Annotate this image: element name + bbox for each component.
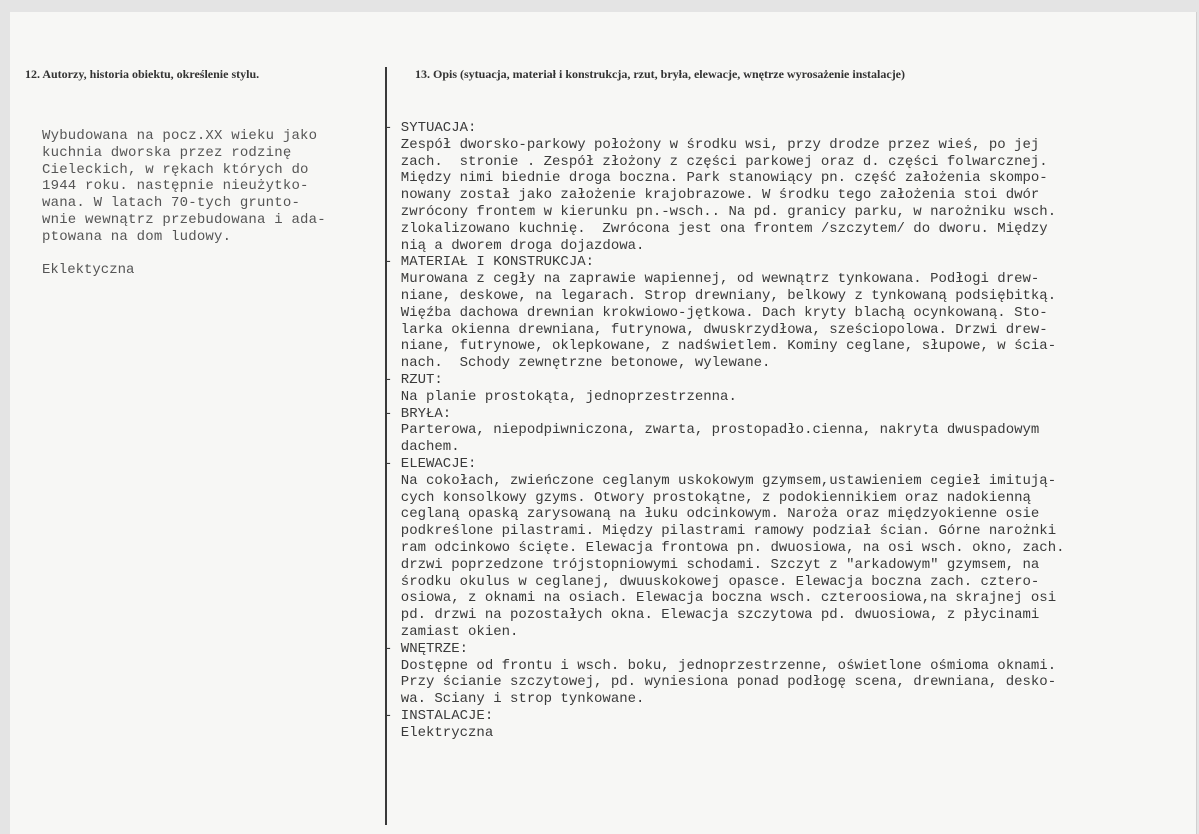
description-line: zlokalizowano kuchnię. Zwrócona jest ona frontem /szczytem/ do dworu. Między [384,220,1048,237]
history-line: wana. W latach 70-tych grunto- [42,195,301,212]
description-line: Między nimi biednie droga boczna. Park stanowiący pn. część założenia skompo- [384,170,1048,187]
description-line: - WNĘTRZE: [384,640,469,657]
description-line: zamiast okien. [384,623,519,640]
description-line: Przy ścianie szczytowej, pd. wyniesiona ponad podłogę scena, drewniana, desko- [384,674,1057,691]
history-line: Cieleckich, w rękach których do [42,161,309,178]
description-line: niane, deskowe, na legarach. Strop drewniany, belkowy z tynkowaną podsiębitką. [384,287,1057,304]
description-line: Zespół dworsko-parkowy położony w środku wsi, przy drodze przez wieś, po jej [384,136,1040,153]
section-12-heading: 12. Autorzy, historia obiektu, określenie stylu. [25,67,260,81]
description-line: - MATERIAŁ I KONSTRUKCJA: [384,254,595,271]
description-line: Parterowa, niepodpiwniczona, zwarta, prostopadło.cienna, nakryta dwuspadowym [384,422,1040,439]
description-line: larka okienna drewniana, futrynowa, dwuskrzydłowa, sześciopolowa. Drzwi drew- [384,321,1048,338]
description-line: osiowa, z oknami na osiach. Elewacja boczna wsch. czteroosiowa,na skrajnej osi [384,590,1057,607]
description-line: nią a dworem droga dojazdowa. [384,237,645,254]
description-line: ceglaną opaską zarysowaną na łuku odcinkowym. Naroża oraz międzyokienne osie [384,506,1040,523]
description-line: środku okulus w ceglanej, dwuuskokowej opasce. Elewacja boczna zach. cztero- [384,573,1040,590]
description-line: zwrócony frontem w kierunku pn.-wsch.. Na pd. granicy parku, w narożniku wsch. [384,203,1057,220]
description-line: Murowana z cegły na zaprawie wapiennej, od wewnątrz tynkowana. Podłogi drew- [384,271,1040,288]
form-sheet [10,12,1197,834]
description-line: Więźba dachowa drewnian krokwiowo-jętkowa. Dach kryty blachą ocynkowaną. Sto- [384,304,1048,321]
description-line: nach. Schody zewnętrzne betonowe, wylewane. [384,355,771,372]
description-line: pd. drzwi na pozostałych okna. Elewacja szczytowa pd. dwuosiowa, z płycinami [384,607,1040,624]
description-line: dachem. [384,439,460,456]
description-line: Dostępne od frontu i wsch. boku, jednoprzestrzenne, oświetlone ośmioma oknami. [384,657,1057,674]
description-line: - RZUT: [384,371,443,388]
history-line: ptowana na dom ludowy. [42,228,232,245]
description-line: - INSTALACJE: [384,707,494,724]
history-line: wnie wewnątrz przebudowana i ada- [42,211,326,228]
history-line: Wybudowana na pocz.XX wieku jako [42,128,318,144]
description-line: - SYTUACJA: [384,120,477,136]
description-line: - ELEWACJE: [384,455,477,472]
description-line: - BRYŁA: [384,405,452,422]
description-line: wa. Sciany i strop tynkowane. [384,691,645,708]
description-line: Na planie prostokąta, jednoprzestrzenna. [384,388,737,405]
description-line: cych konsolkowy gzyms. Otwory prostokątne, z podokiennikiem oraz nadokienną [384,489,1031,506]
description-line: Elektryczna [384,724,494,741]
history-text [42,128,326,246]
description-line: zach. stronie . Zespół złożony z części parkowej oraz d. części folwarcznej. [384,153,1048,170]
description-line: Na cokołach, zwieńczone ceglanym uskokowym gzymsem,ustawieniem cegieł imitują- [384,472,1057,489]
description-text [384,120,1065,741]
description-line: niane, futrynowe, oklepkowane, z nadświetlem. Kominy ceglane, słupowe, w ścia- [384,338,1057,355]
description-line: ram odcinkowo ścięte. Elewacja frontowa pn. dwuosiowa, na osi wsch. okno, zach. [384,539,1065,556]
description-line: drzwi poprzedzone trójstopniowymi schodami. Szczyt z "arkadowym" gzymsem, na [384,556,1040,573]
history-line: 1944 roku. następnie nieużytko- [42,178,309,195]
style-text: Eklektyczna [42,262,135,278]
section-13-heading: 13. Opis (sytuacja, materiał i konstrukcja, rzut, bryła, elewacje, wnętrze wyrosażenie instalacje) [415,67,906,81]
description-line: nowany został jako założenie krajobrazowe. W środku tego założenia stoi dwór [384,187,1040,204]
description-line: podkreślone pilastrami. Między pilastrami ramowy podział ścian. Górne narożnki [384,523,1057,540]
history-line: kuchnia dworska przez rodzinę [42,144,292,161]
